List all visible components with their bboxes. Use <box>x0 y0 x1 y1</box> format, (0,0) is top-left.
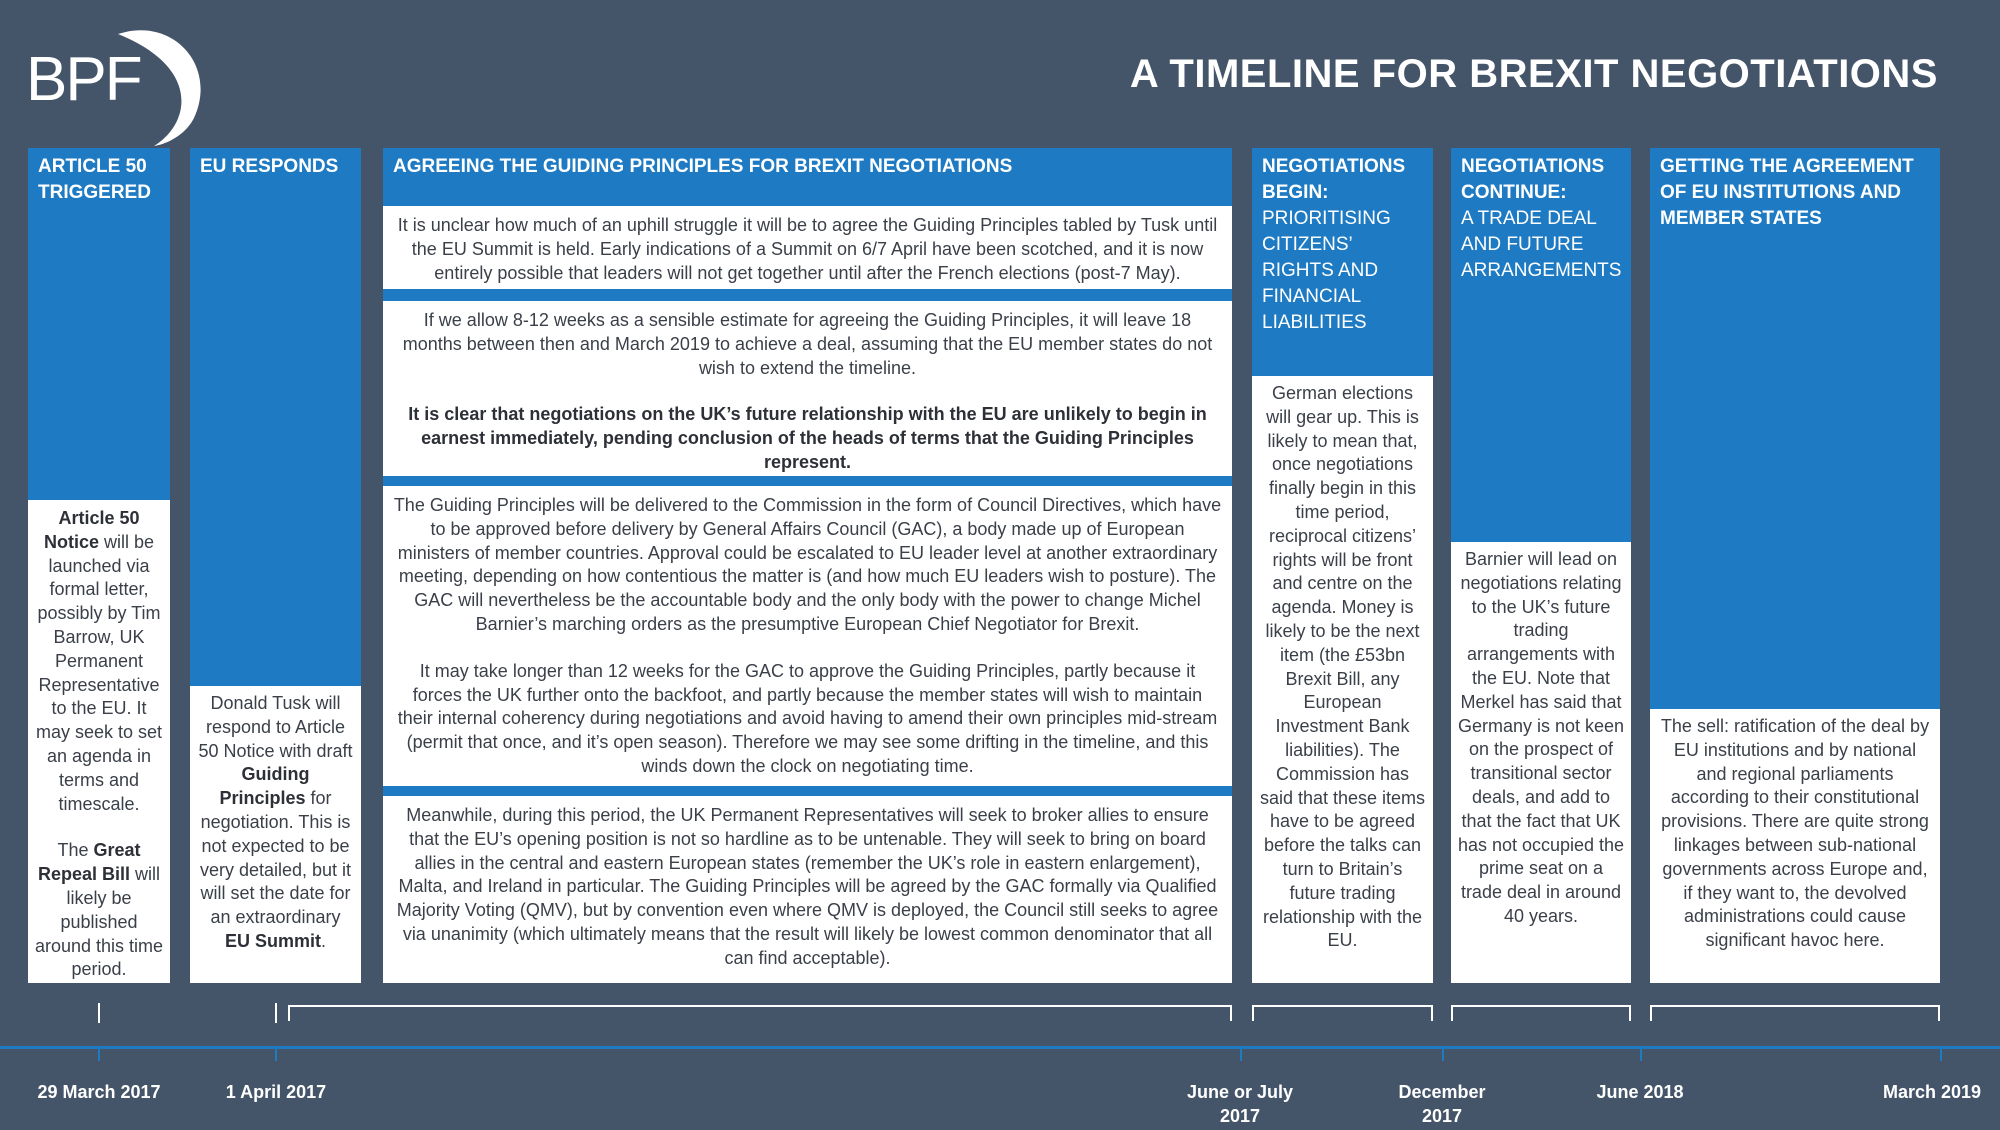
allies-box: Meanwhile, during this period, the UK Permanent Representatives will seek to broker allies to ensure that the EU’s opening position is not so hardline as to be untenable. They will seek to bring on board allies in the central and eastern European states (remember the UK’s role in eastern enlargement), Malta, and Ireland in particular. The Guiding Principles will be agreed by the GAC formally via Qualified Majority Voting (QMV), but by convention even where QMV is deployed, the Council still seeks to agree via unanimity (which ultimately means that the result will likely be lowest common denominator that all can find acceptable). <box>383 796 1232 983</box>
column-header <box>1451 148 1631 542</box>
axis-tick <box>1940 1049 1942 1061</box>
period-marker <box>98 1003 100 1023</box>
date-label: 1 April 2017 <box>225 1082 327 1102</box>
column-header: AGREEING THE GUIDING PRINCIPLES FOR BREXIT NEGOTIATIONS <box>383 148 1232 206</box>
timeline-axis <box>0 1046 2000 1049</box>
date-label: 29 March 2017 <box>37 1082 161 1102</box>
axis-tick <box>1640 1049 1642 1061</box>
header-bold: NEGOTIATIONS BEGIN: <box>1262 156 1406 203</box>
column-header: EU RESPONDS <box>190 148 361 686</box>
logo-text: BPF <box>26 45 141 114</box>
column-header <box>1252 148 1433 376</box>
period-bracket <box>288 1005 1232 1021</box>
header-normal: PRIORITISING CITIZENS’ RIGHTS AND FINANCIAL LIABILITIES <box>1262 208 1391 333</box>
axis-tick <box>275 1049 277 1061</box>
column-body: Barnier will lead on negotiations relating to the UK’s future trading arrangements with the EU. Note that Merkel has said that Germany is not keen on the prospect of transitional sector deals, and add to that the fact that UK has not occupied the prime seat on a trade deal in around 40 years. <box>1451 542 1631 983</box>
column-guiding-principles <box>383 148 1232 983</box>
column-negotiations-continue <box>1451 148 1631 983</box>
column-header: ARTICLE 50 TRIGGERED <box>28 148 170 500</box>
column-negotiations-begin <box>1252 148 1433 983</box>
timeline-estimate-box: If we allow 8-12 weeks as a sensible estimate for agreeing the Guiding Principles, it will leave 18 months between then and March 2019 to achieve a deal, assuming that the EU member states do not wish to extend the timeline. It is clear that negotiations on the UK’s future relationship with the EU are unlikely to begin in earnest immediately, pending conclusion of the heads of terms that the Guiding Principles represent. <box>383 301 1232 476</box>
date-label: June or July 2017 <box>1186 1082 1294 1126</box>
column-body: German elections will gear up. This is likely to mean that, once negotiations finally begin in this time period, reciprocal citizens’ rights will be front and centre on the agenda. Money is likely to be the next item (the £53bn Brexit Bill, any European Investment Bank liabilities). The Commission has said that these items have to be agreed before the talks can turn to Britain’s future trading relationship with the EU. <box>1252 376 1433 983</box>
column-header: GETTING THE AGREEMENT OF EU INSTITUTIONS AND MEMBER STATES <box>1650 148 1940 709</box>
axis-tick <box>98 1049 100 1061</box>
axis-tick <box>1240 1049 1242 1061</box>
header-bold: NEGOTIATIONS CONTINUE: <box>1461 156 1605 203</box>
column-body: Article 50 Notice will be launched via formal letter, possibly by Tim Barrow, UK Permanent Representative to the EU. It may seek to set an agenda in terms and timescale. The Great Repeal Bill will likely be published around this time period. <box>28 500 170 983</box>
column-agreement <box>1650 148 1940 983</box>
period-marker <box>275 1003 277 1023</box>
summit-uncertainty-box: It is unclear how much of an uphill struggle it will be to agree the Guiding Principles tabled by Tusk until the EU Summit is held. Early indications of a Summit on 6/7 April have been scotched, and it is now entirely possible that leaders will not get together until after the French elections (post-7 May). <box>383 206 1232 289</box>
period-bracket <box>1451 1005 1631 1021</box>
column-eu-responds <box>190 148 361 983</box>
date-label: December 2017 <box>1398 1082 1486 1126</box>
page-title: A TIMELINE FOR BREXIT NEGOTIATIONS <box>1129 52 1938 96</box>
date-label: June 2018 <box>1596 1082 1684 1102</box>
council-directives-box: The Guiding Principles will be delivered to the Commission in the form of Council Directives, which have to be approved before delivery by General Affairs Council (GAC), a body made up of European ministers of member countries. Approval could be escalated to EU leader level at another extraordinary meeting, depending on how contentious the matter is (and how much EU leaders wish to posture). The GAC will nevertheless be the accountable body and the only body with the power to change Michel Barnier’s marching orders as the presumptive European Chief Negotiator for Brexit. It may take longer than 12 weeks for the GAC to approve the Guiding Principles, partly because it forces the UK further onto the backfoot, and partly because the member states will wish to maintain their internal coherency during negotiations and avoid having to amend their own principles mid-stream (permit that once, and it’s open season). Therefore we may see some drifting in the timeline, and this winds down the clock on negotiating time. <box>383 486 1232 786</box>
column-article-50 <box>28 148 170 983</box>
header-normal: A TRADE DEAL AND FUTURE ARRANGEMENTS <box>1461 208 1622 281</box>
bpf-logo <box>26 40 196 120</box>
period-bracket <box>1650 1005 1940 1021</box>
column-body: Donald Tusk will respond to Article 50 Notice with draft Guiding Principles for negotiation. This is not expected to be very detailed, but it will set the date for an extraordinary EU Summit. <box>190 686 361 983</box>
axis-tick <box>1442 1049 1444 1061</box>
date-label: March 2019 <box>1882 1082 1982 1102</box>
column-body: The sell: ratification of the deal by EU institutions and by national and regional parliaments according to their constitutional provisions. There are quite strong linkages between sub-national governments across Europe and, if they want to, the devolved administrations could cause significant havoc here. <box>1650 709 1940 983</box>
period-bracket <box>1252 1005 1433 1021</box>
